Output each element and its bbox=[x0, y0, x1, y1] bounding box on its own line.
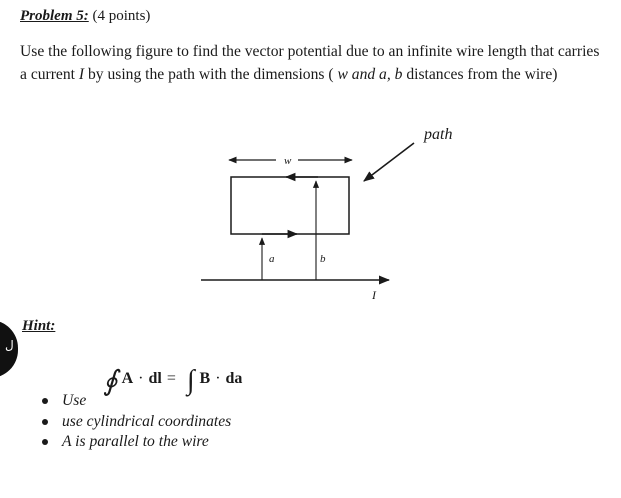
hint-label: Hint: bbox=[22, 318, 56, 334]
side-tab-glyph: ل bbox=[5, 338, 14, 352]
hint-bullet: Use bbox=[40, 391, 231, 412]
hint-bullet: A is parallel to the wire bbox=[40, 432, 231, 453]
problem-text-part3: distances from the wire) bbox=[402, 66, 558, 83]
equation-dot-1: · bbox=[138, 370, 144, 387]
equation-dot-2: · bbox=[215, 370, 221, 387]
current-label: I bbox=[372, 288, 376, 302]
contour-integral-symbol: ∮ bbox=[103, 366, 118, 397]
distance-b-label: b bbox=[320, 253, 326, 265]
surface-integral-symbol: ∫ bbox=[186, 365, 195, 396]
path-pointer-arrow bbox=[364, 143, 414, 181]
path-label: path bbox=[424, 126, 453, 143]
hint-bullet-list bbox=[40, 391, 231, 453]
equation-equals: = bbox=[166, 370, 176, 387]
equation-da: da bbox=[225, 370, 243, 387]
equation-B: B bbox=[199, 370, 211, 387]
problem-points: (4 points) bbox=[92, 8, 151, 24]
equation-dl: dl bbox=[148, 370, 162, 387]
distance-a-label: a bbox=[269, 253, 275, 265]
dimension-symbols: w and a, b bbox=[337, 66, 403, 83]
equation-A: A bbox=[121, 370, 134, 387]
loop-rectangle bbox=[231, 177, 349, 234]
problem-label: Problem 5: bbox=[20, 8, 89, 24]
problem-text-part2: by using the path with the dimensions ( bbox=[84, 66, 338, 83]
current-symbol: I bbox=[78, 66, 85, 83]
problem-text-part1: Use the following figure to find the vector potential due to an infinite wire length that carries a current bbox=[20, 43, 600, 83]
hint-bullet: use cylindrical coordinates bbox=[40, 412, 231, 433]
width-label: w bbox=[284, 155, 292, 167]
